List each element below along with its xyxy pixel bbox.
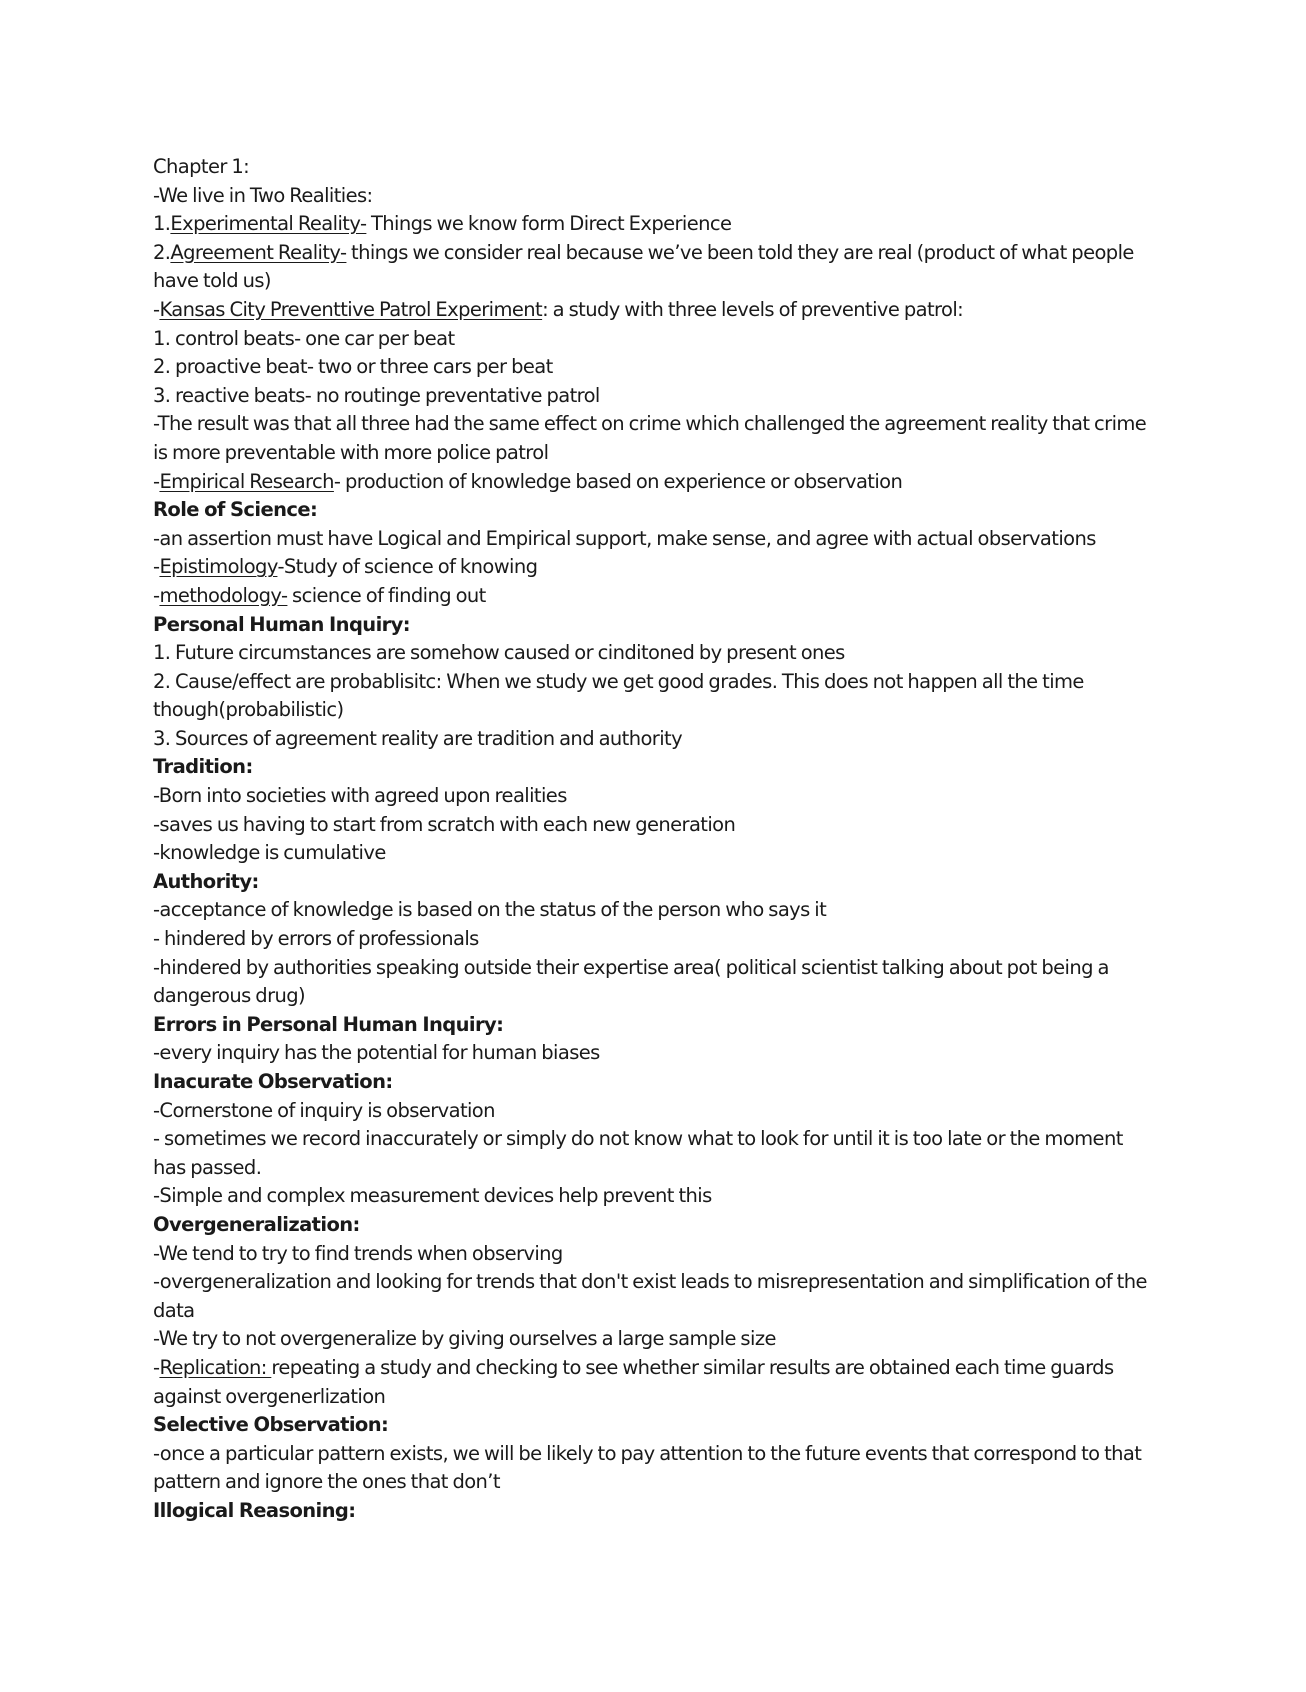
dash: -	[153, 297, 160, 321]
definition-agreement-reality	[153, 239, 1153, 296]
heading-role-of-science: Role of Science:	[153, 498, 318, 522]
heading-personal-human-inquiry: Personal Human Inquiry:	[153, 612, 410, 636]
document-body	[153, 153, 1153, 1526]
text-line: -overgeneralization and looking for trends that don't exist leads to misrepresentation and simplification of the data	[153, 1270, 1147, 1322]
definition-experimental-reality	[153, 210, 1153, 239]
term-empirical-research: Empirical Research	[159, 469, 334, 493]
heading-tradition: Tradition:	[153, 755, 253, 779]
text-line: -once a particular pattern exists, we will be likely to pay attention to the future events that correspond to that pattern and ignore the ones that don’t	[153, 1441, 1142, 1494]
dash: -	[153, 469, 160, 493]
list-item: 2. proactive beat- two or three cars per beat	[153, 355, 553, 379]
text-line: -Simple and complex measurement devices help prevent this	[153, 1184, 712, 1208]
heading-illogical-reasoning: Illogical Reasoning:	[153, 1498, 356, 1522]
heading-authority: Authority:	[153, 869, 259, 893]
heading-inaccurate-observation: Inacurate Observation:	[153, 1070, 393, 1093]
text-line: -The result was that all three had the same effect on crime which challenged the agreement reality that crime is more preventable with more police patrol	[153, 412, 1147, 464]
term-experimental-reality: Experimental Reality-	[170, 212, 367, 236]
definition-text: things we consider real because we’ve been told they are real (product of what people have told us)	[153, 240, 1134, 293]
list-number: 1.	[153, 212, 171, 236]
list-item: 2. Cause/effect are probablisitc: When we study we get good grades. This does not happen all the time though(probabilistic)	[153, 669, 1084, 722]
dash: -	[153, 583, 160, 607]
definition-text: Things we know form Direct Experience	[366, 212, 732, 236]
text-line: -We tend to try to find trends when observing	[153, 1241, 563, 1265]
text-line: -hindered by authorities speaking outside their expertise area( political scientist talking about pot being a dangerous drug)	[153, 955, 1109, 1008]
text-line: -an assertion must have Logical and Empirical support, make sense, and agree with actual observations	[153, 526, 1096, 550]
list-item: 1. Future circumstances are somehow caused or cinditoned by present ones	[153, 641, 845, 665]
text-line: -We live in Two Realities:	[153, 183, 373, 207]
term-methodology: methodology-	[159, 583, 288, 607]
heading-errors-in-inquiry: Errors in Personal Human Inquiry:	[153, 1012, 504, 1036]
term-replication: Replication:	[159, 1355, 272, 1379]
definition-text: : a study with three levels of preventive patrol:	[542, 297, 964, 321]
heading-overgeneralization: Overgeneralization:	[153, 1212, 360, 1236]
term-epistemology: Epistimology	[159, 555, 278, 579]
definition-replication	[153, 1354, 1153, 1411]
definition-text: - production of knowledge based on experience or observation	[333, 469, 903, 493]
dash: -	[153, 1355, 160, 1379]
text-line: -Cornerstone of inquiry is observation	[153, 1098, 495, 1122]
definition-text: -Study of science of knowing	[277, 555, 538, 579]
text-line: -saves us having to start from scratch with each new generation	[153, 812, 736, 836]
term-kansas-city-experiment: Kansas City Preventtive Patrol Experiment	[159, 297, 543, 321]
text-line: - sometimes we record inaccurately or simply do not know what to look for until it is too late or the moment has passed.	[153, 1127, 1123, 1179]
list-item: 1. control beats- one car per beat	[153, 326, 455, 350]
term-agreement-reality: Agreement Reality-	[170, 240, 347, 264]
list-number: 2.	[153, 240, 171, 264]
definition-text: science of finding out	[287, 583, 486, 607]
definition-methodology	[153, 582, 1153, 611]
definition-epistemology	[153, 553, 1153, 582]
definition-text: repeating a study and checking to see whether similar results are obtained each time guards against overgenerlization	[153, 1355, 1114, 1408]
text-line: -acceptance of knowledge is based on the status of the person who says it	[153, 898, 827, 922]
text-line: -knowledge is cumulative	[153, 841, 386, 865]
text-line: -We try to not overgeneralize by giving ourselves a large sample size	[153, 1327, 776, 1351]
dash: -	[153, 555, 160, 579]
heading-selective-observation: Selective Observation:	[153, 1413, 389, 1437]
definition-empirical-research	[153, 468, 1153, 497]
list-item: 3. reactive beats- no routinge preventative patrol	[153, 383, 600, 407]
text-line: -every inquiry has the potential for human biases	[153, 1041, 600, 1065]
chapter-title: Chapter 1:	[153, 155, 250, 178]
definition-kansas-city-experiment	[153, 296, 1153, 325]
text-line: -Born into societies with agreed upon realities	[153, 784, 567, 808]
text-line: - hindered by errors of professionals	[153, 927, 479, 951]
list-item: 3. Sources of agreement reality are tradition and authority	[153, 726, 683, 750]
